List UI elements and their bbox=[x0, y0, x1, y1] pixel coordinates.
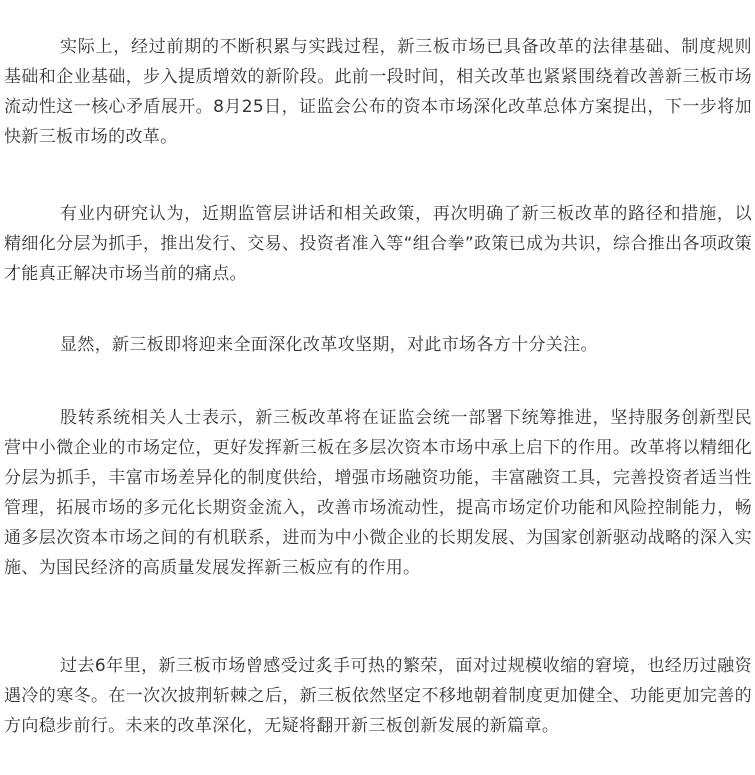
paragraph-5: 过去6年里，新三板市场曾感受过炙手可热的繁荣，面对过规模收缩的窘境，也经历过融资遇冷的寒冬。在一次次披荆斩棘之后，新三板依然坚定不移地朝着制度更加健全、功能更加完善的方向稳步前行。未来的改革深化，无疑将翻开新三板创新发展的新篇章。 bbox=[4, 656, 752, 736]
paragraph-3: 显然，新三板即将迎来全面深化改革攻坚期，对此市场各方十分关注。 bbox=[60, 335, 598, 355]
paragraph-4: 股转系统相关人士表示，新三板改革将在证监会统一部署下统筹推进，坚持服务创新型民营中小微企业的市场定位，更好发挥新三板在多层次资本市场中承上启下的作用。改革将以精细化分层为抓手，丰富市场差异化的制度供给，增强市场融资功能，丰富融资工具，完善投资者适当性管理，拓展市场的多元化长期资金流入，改善市场流动性，提高市场定价功能和风险控制能力，畅通多层次资本市场之间的有机联系，进而为中小微企业的长期发展、为国家创新驱动战略的深入实施、为国民经济的高质量发展发挥新三板应有的作用。 bbox=[4, 408, 752, 578]
paragraph-1: 实际上，经过前期的不断积累与实践过程，新三板市场已具备改革的法律基础、制度规则基础和企业基础，步入提质增效的新阶段。此前一段时间，相关改革也紧紧围绕着改善新三板市场流动性这一核心矛盾展开。8月25日，证监会公布的资本市场深化改革总体方案提出，下一步将加快新三板市场的改革。 bbox=[4, 37, 752, 147]
paragraph-2: 有业内研究认为，近期监管层讲话和相关政策，再次明确了新三板改革的路径和措施，以精细化分层为抓手，推出发行、交易、投资者准入等“组合拳”政策已成为共识，综合推出各项政策才能真正解决市场当前的痛点。 bbox=[4, 204, 752, 284]
